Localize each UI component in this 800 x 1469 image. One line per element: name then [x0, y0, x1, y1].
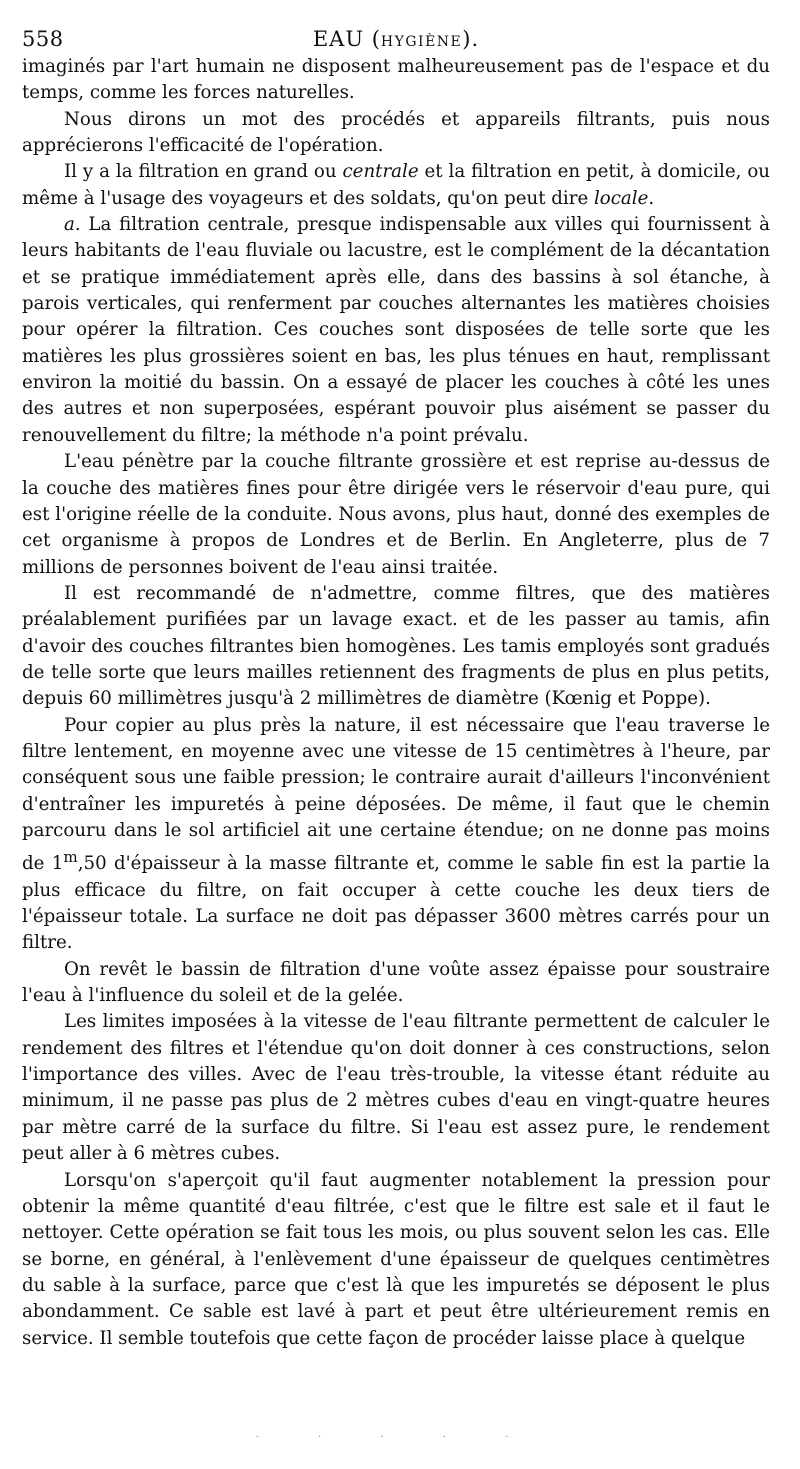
text-span: . — [648, 187, 655, 209]
superscript-metre: m — [63, 848, 78, 867]
paragraph-copier-nature — [22, 713, 770, 957]
paragraph-filtration-centrale — [22, 212, 770, 449]
header-title-end: ). — [462, 27, 480, 51]
text-span: Pour copier au plus près la nature, il est nécessaire que l'eau traverse le filtre lentement, en moyenne avec une vitesse de 15 centimètres à l'heure, par conséquent sous une faible pression; le contraire aurait d'ailleurs l'inconvénient d'entraîner les impuretés à peine déposées. De même, il faut que le chemin parcouru dans le sol artificiel ait une certaine étendue; on ne donne pas moins de 1 — [22, 714, 770, 875]
paragraph-eau-penetre: L'eau pénètre par la couche filtrante grossière et est reprise au-dessus de la couche des matières fines pour être dirigée vers le réservoir d'eau pure, qui est l'origine réelle de la conduite. Nous avons, plus haut, donné des exemples de cet organisme à propos de Londres et de Berlin. En Angleterre, plus de 7 millions de personnes boivent de l'eau ainsi traitée. — [22, 451, 770, 578]
book-page — [22, 24, 770, 1444]
header-title-small-caps: HYGIÈNE — [380, 34, 463, 50]
paragraph-centrale-locale — [22, 159, 770, 212]
text-span: et la filtration en petit, à domicile, ou même à l'usage des voyageurs et des soldats, qu'on peut dire — [22, 161, 770, 209]
section-marker-a: a. — [64, 214, 81, 236]
italic-term-centrale: centrale — [342, 161, 419, 183]
text-span: ,50 d'épaisseur à la masse filtrante et, comme le sable fin est la partie la plus efficace du filtre, on fait occuper à cette couche les deux tiers de l'épaisseur totale. La surface ne doit pas dépasser 3600 mètres carrés pour un filtre. — [22, 853, 770, 954]
paragraph-recommande: Il est recommandé de n'admettre, comme filtres, que des matières préalablement purifiées par un lavage exact. et de les passer au tamis, afin d'avoir des couches filtrantes bien homogènes. Les tamis employés sont gradués de telle sorte que leurs mailles retiennent des fragments de plus en plus petits, depuis 60 millimètres jusqu'à 2 millimètres de diamètre (Kœnig et Poppe). — [22, 582, 770, 710]
paragraph-filtration-intro: Nous dirons un mot des procédés et appareils filtrants, puis nous apprécierons l'efficacité de l'opération. — [22, 108, 770, 157]
paragraph-continuation: imaginés par l'art humain ne disposent malheureusement pas de l'espace et du temps, comme les forces naturelles. — [22, 56, 770, 104]
text-span: La filtration centrale, presque indispensable aux villes qui fournissent à leurs habitants de l'eau fluviale ou lacustre, est le complément de la décantation et se pratique immédiatement après elle, dans des bassins à sol étanche, à parois verticales, qui renferment par couches alternantes les matières choisies pour opérer la filtration. Ces couches sont disposées de telle sorte que les matières les plus grossières soient en bas, les plus ténues en haut, remplissant environ la moitié du bassin. On a essayé de placer les couches à côté les unes des autres et non superposées, espérant pouvoir plus aisément se passer du renouvellement du filtre; la méthode n'a point prévalu. — [22, 214, 770, 446]
paragraph-voute: On revêt le bassin de filtration d'une voûte assez épaisse pour soustraire l'eau à l'influence du soleil et de la gelée. — [22, 958, 770, 1007]
running-head — [22, 24, 770, 54]
paragraph-nettoyage: Lorsqu'on s'aperçoit qu'il faut augmenter notablement la pression pour obtenir la même quantité d'eau filtrée, c'est que le filtre est sale et il faut le nettoyer. Cette opération se fait tous les mois, ou plus souvent selon les cas. Elle se borne, en général, à l'enlèvement d'une épaisseur de quelques centimètres du sable à la surface, parce que c'est là que les impuretés se déposent le plus abondamment. Ce sable est lavé à part et peut être ultérieurement remis en service. Il semble toutefois que cette façon de procéder laisse place à quelque — [22, 1169, 770, 1349]
italic-term-locale: locale — [593, 187, 649, 209]
header-title-main: EAU ( — [312, 27, 381, 51]
body-text — [22, 54, 770, 1352]
text-span: Il y a la filtration en grand ou — [64, 161, 343, 183]
paragraph-limites: Les limites imposées à la vitesse de l'eau filtrante permettent de calculer le rendement des filtres et l'étendue qu'on doit donner à ces constructions, selon l'importance des villes. Avec de l'eau très-trouble, la vitesse étant réduite au minimum, il ne passe pas plus de 2 mètres cubes d'eau en vingt-quatre heures par mètre carré de la surface du filtre. Si l'eau est assez pure, le rendement peut aller à 6 mètres cubes. — [22, 1011, 770, 1165]
page-bottom-specks: · · · · · — [255, 1432, 537, 1443]
header-title — [22, 24, 770, 57]
page-number: 558 — [22, 27, 64, 51]
